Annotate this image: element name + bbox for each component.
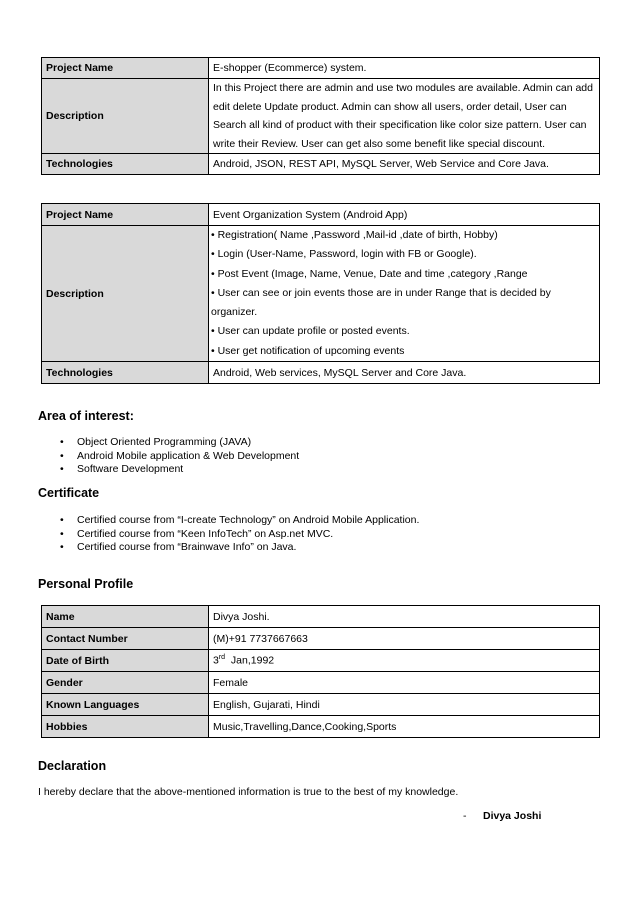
list-item: • Certified course from “Brainwave Info” on Java. <box>60 541 419 555</box>
dob-value: 3rd Jan,1992 <box>209 650 600 672</box>
declaration-heading: Declaration <box>38 759 107 773</box>
dob-label: Date of Birth <box>42 650 209 672</box>
technologies-label: Technologies <box>42 362 209 384</box>
declaration-text: I hereby declare that the above-mentioned information is true to the best of my knowledge. <box>38 786 459 798</box>
description-label: Description <box>42 79 209 154</box>
certificate-list <box>60 514 419 555</box>
list-item: • Object Oriented Programming (JAVA) <box>60 436 299 450</box>
interest-heading: Area of interest: <box>38 409 134 423</box>
project-name-value: Event Organization System (Android App) <box>209 204 600 226</box>
description-line: In this Project there are admin and use two modules are available. Admin can add <box>213 82 593 94</box>
languages-value: English, Gujarati, Hindi <box>209 694 600 716</box>
description-item: • User can update profile or posted events. <box>211 325 410 338</box>
profile-heading: Personal Profile <box>38 577 134 591</box>
list-item: • Certified course from “I-create Technology” on Android Mobile Application. <box>60 514 419 528</box>
description-value <box>209 226 600 362</box>
technologies-label: Technologies <box>42 154 209 175</box>
name-label: Name <box>42 606 209 628</box>
signature-dash: - <box>463 810 467 822</box>
description-line: edit delete Update product. Admin can show all users, order detail, User can <box>213 100 567 113</box>
project-name-value: E-shopper (Ecommerce) system. <box>209 58 600 79</box>
project-name-label: Project Name <box>42 204 209 226</box>
description-item: • Login (User-Name, Password, login with FB or Google). <box>211 248 477 261</box>
list-item: • Software Development <box>60 463 299 477</box>
certificate-heading: Certificate <box>38 486 100 500</box>
description-wrap: organizer. <box>211 306 258 319</box>
description-value <box>209 79 600 154</box>
contact-value: (M)+91 7737667663 <box>209 628 600 650</box>
name-value: Divya Joshi. <box>209 606 600 628</box>
technologies-value: Android, JSON, REST API, MySQL Server, Web Service and Core Java. <box>209 154 600 175</box>
signature: Divya Joshi <box>483 810 542 822</box>
profile-table <box>41 605 600 738</box>
description-line: Search all kind of product with their specification like color size pattern. User can <box>213 119 587 131</box>
description-item: • Post Event (Image, Name, Venue, Date and time ,category ,Range <box>211 267 528 280</box>
project1-table <box>41 57 600 175</box>
hobbies-label: Hobbies <box>42 716 209 738</box>
description-item: • User can see or join events those are in under Range that is decided by <box>211 286 551 299</box>
gender-label: Gender <box>42 672 209 694</box>
gender-value: Female <box>209 672 600 694</box>
list-item: • Android Mobile application & Web Development <box>60 450 299 464</box>
description-item: • User get notification of upcoming events <box>211 344 405 357</box>
interest-list <box>60 436 299 477</box>
languages-label: Known Languages <box>42 694 209 716</box>
hobbies-value: Music,Travelling,Dance,Cooking,Sports <box>209 716 600 738</box>
description-item: • Registration( Name ,Password ,Mail-id ,date of birth, Hobby) <box>211 229 498 241</box>
technologies-value: Android, Web services, MySQL Server and Core Java. <box>209 362 600 384</box>
list-item: • Certified course from “Keen InfoTech” on Asp.net MVC. <box>60 528 419 542</box>
contact-label: Contact Number <box>42 628 209 650</box>
description-label: Description <box>42 226 209 362</box>
description-line: write their Review. User can get also some benefit like special discount. <box>213 137 546 150</box>
project-name-label: Project Name <box>42 58 209 79</box>
project2-table <box>41 203 600 384</box>
